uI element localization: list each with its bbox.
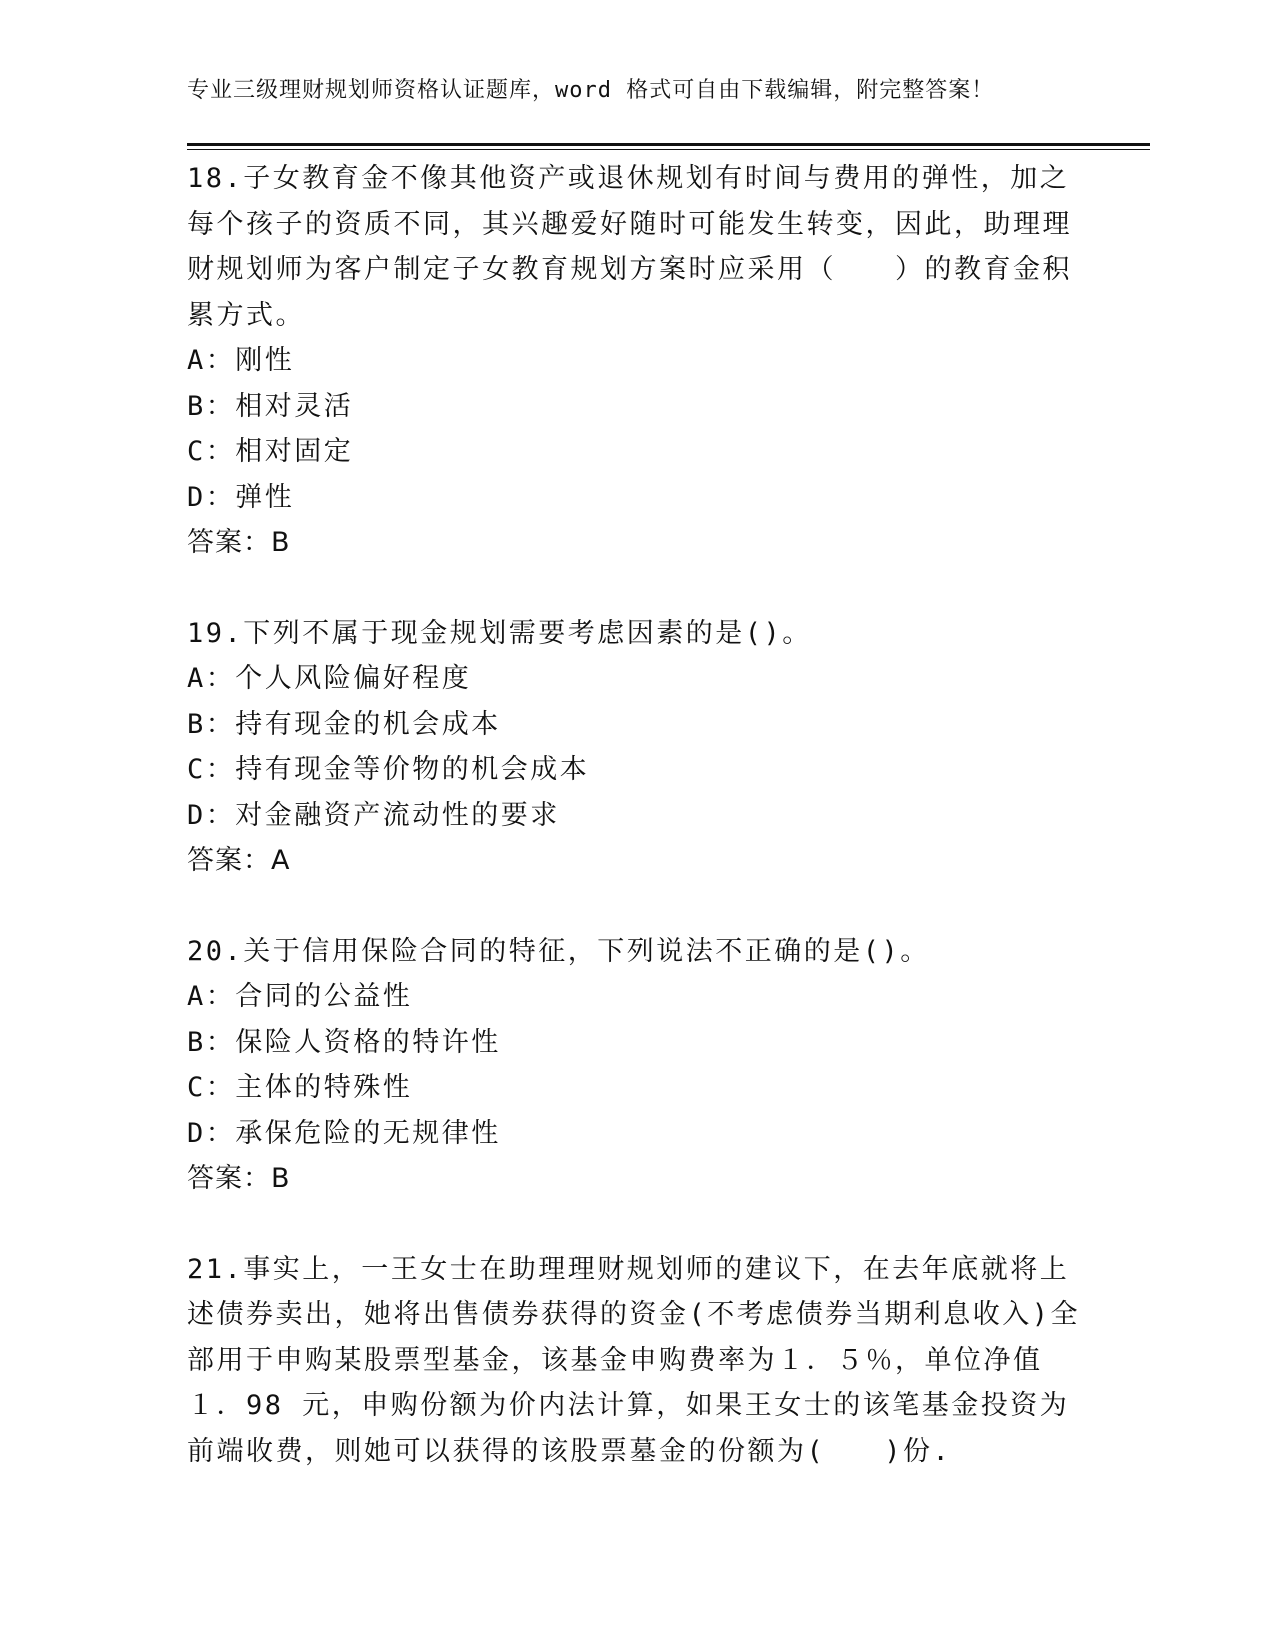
option-b: B：保险人资格的特许性 [187, 1026, 501, 1058]
question-text: 20.关于信用保险合同的特征，下列说法不正确的是()。 [187, 935, 930, 967]
question-list [187, 156, 1087, 1474]
answer: 答案：B [187, 1163, 291, 1194]
option-a: A：个人风险偏好程度 [187, 663, 472, 694]
option-b: B：相对灵活 [187, 390, 354, 422]
question-text: 18.子女教育金不像其他资产或退休规划有时间与费用的弹性，加之每个孩子的资质不同，其兴趣爱好随时可能发生转变，因此，助理理财规划师为客户制定子女教育规划方案时应采用（ ）的教育金积累方式。 [187, 163, 1072, 331]
question-21 [187, 1247, 1087, 1475]
option-a: A：合同的公益性 [187, 981, 413, 1012]
question-18 [187, 156, 1087, 566]
option-d: D：承保危险的无规律性 [187, 1117, 501, 1149]
option-c: C：相对固定 [187, 436, 354, 467]
header-rule-thin [187, 149, 1150, 150]
question-20 [187, 929, 1087, 1202]
option-c: C：主体的特殊性 [187, 1072, 413, 1103]
option-c: C：持有现金等价物的机会成本 [187, 754, 590, 785]
header-rule-thick [187, 143, 1150, 146]
answer: 答案：A [187, 845, 291, 876]
option-d: D：弹性 [187, 481, 295, 513]
question-text: 19.下列不属于现金规划需要考虑因素的是()。 [187, 617, 812, 649]
option-d: D：对金融资产流动性的要求 [187, 799, 560, 831]
document-header: 专业三级理财规划师资格认证题库，word 格式可自由下载编辑，附完整答案！ [187, 78, 995, 103]
option-b: B：持有现金的机会成本 [187, 708, 501, 740]
option-a: A：刚性 [187, 345, 295, 376]
question-text: 21.事实上，一王女士在助理理财规划师的建议下，在去年底就将上述债券卖出，她将出售债券获得的资金(不考虑债券当期利息收入)全部用于申购某股票型基金，该基金申购费率为１．５％，单位净值１．98 元，申购份额为价内法计算，如果王女士的该笔基金投资为前端收费，则她可以获得的该股票墓金的份额为( )份. [187, 1253, 1081, 1467]
answer: 答案：B [187, 527, 291, 558]
question-19 [187, 611, 1087, 884]
